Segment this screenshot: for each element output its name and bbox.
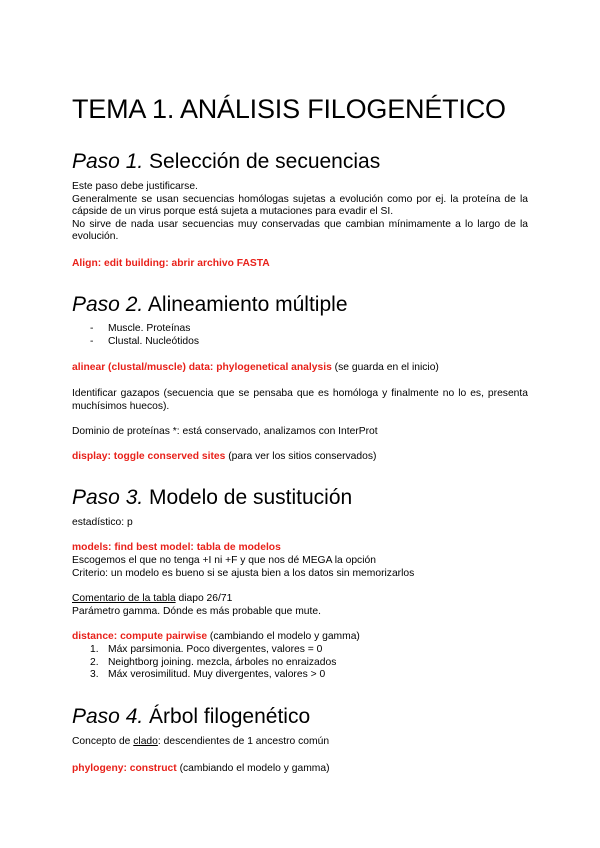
paso-label: Paso 2. [72, 293, 144, 316]
concept-pre: Concepto de [72, 736, 134, 747]
comment-rest: diapo 26/71 [175, 593, 233, 604]
command-text: alinear (clustal/muscle) data: phylogenetical analysis [72, 362, 332, 373]
command-note: (se guarda en el inicio) [331, 362, 439, 373]
command-text: models: find best model: tabla de modelos [72, 542, 281, 553]
list-item [90, 669, 336, 682]
list-number: 3. [90, 669, 99, 681]
list-item: - Muscle. Proteínas [90, 323, 199, 336]
list-item [90, 657, 336, 670]
section-heading-paso-3 [72, 486, 352, 510]
paragraph: Generalmente se usan secuencias homólogas sujetas a evolución como por ej. la proteína de la cápside de un virus porque está sujeta a mutaciones para evadir el SI. [72, 193, 528, 218]
paso-label: Paso 1. [72, 150, 144, 173]
paragraph: Parámetro gamma. Dónde es más probable que mute. [72, 605, 321, 617]
command-note: (cambiando el modelo y gamma) [207, 631, 360, 642]
paragraph: Identificar gazapos (secuencia que se pensaba que es homóloga y finalmente no lo es, presenta muchísimos huecos). [72, 388, 528, 412]
command-text: Align: edit building: abrir archivo FASTA [72, 258, 270, 269]
command-line [72, 631, 528, 644]
paragraph: Criterio: un modelo es bueno si se ajusta bien a los datos sin memorizarlos [72, 567, 415, 579]
paragraph: estadístico: p [72, 517, 133, 528]
command-line [72, 451, 528, 464]
underlined-text: clado [133, 736, 158, 747]
page-title: TEMA 1. ANÁLISIS FILOGENÉTICO [72, 94, 506, 124]
paragraph: No sirve de nada usar secuencias muy conservadas que cambian mínimamente a lo largo de la evolución. [72, 218, 528, 243]
command-line [72, 362, 528, 375]
concept-post: : descendientes de 1 ancestro común [157, 736, 330, 747]
section-title: Modelo de sustitución [143, 486, 353, 509]
paragraph: Escogemos el que no tenga +I ni +F y que nos dé MEGA la opción [72, 555, 376, 566]
list-text: Neightborg joining. mezcla, árboles no enraizados [108, 656, 337, 668]
list-item: - Clustal. Nucleótidos [90, 336, 199, 349]
tool-list [90, 323, 199, 348]
list-item [90, 644, 336, 657]
method-list [90, 644, 336, 682]
section-heading-paso-1 [72, 150, 380, 174]
concept-line [72, 736, 528, 749]
list-text: Máx verosimilitud. Muy divergentes, valores > 0 [108, 669, 326, 681]
command-text: distance: compute pairwise [72, 631, 208, 642]
comment-line [72, 593, 528, 606]
section-title: Selección de secuencias [143, 150, 381, 173]
command-note: (para ver los sitios conservados) [225, 451, 377, 462]
paragraph: Este paso debe justificarse. [72, 181, 198, 192]
command-line [72, 763, 528, 776]
command-text: display: toggle conserved sites [72, 451, 226, 462]
section-title: Árbol filogenético [143, 705, 311, 728]
section-heading-paso-2 [72, 293, 348, 317]
section-title: Alineamiento múltiple [143, 293, 348, 316]
list-number: 2. [90, 656, 99, 668]
command-text: phylogeny: construct [72, 763, 177, 774]
underlined-text: Comentario de la tabla [72, 593, 176, 604]
section-heading-paso-4 [72, 705, 310, 729]
command-note: (cambiando el modelo y gamma) [176, 763, 330, 774]
list-text: Máx parsimonia. Poco divergentes, valores = 0 [108, 644, 323, 655]
paso-label: Paso 4. [72, 705, 144, 728]
list-number: 1. [90, 644, 99, 655]
paragraph: Dominio de proteínas *: está conservado, analizamos con InterProt [72, 426, 378, 437]
paso-label: Paso 3. [72, 486, 144, 509]
